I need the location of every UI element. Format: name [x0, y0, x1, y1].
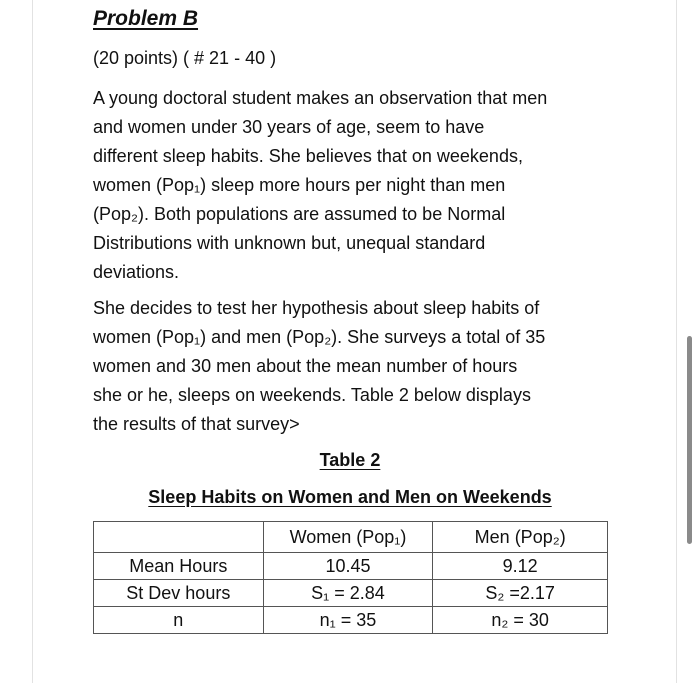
survey-paragraph [93, 294, 545, 439]
problem-points: (20 points) ( # 21 - 40 ) [93, 48, 277, 68]
row-label-n: n [94, 607, 264, 634]
cell-men-stdev: S₂ =2.17 [433, 580, 608, 607]
table-row [94, 580, 608, 607]
paragraph-line: she or he, sleeps on weekends. Table 2 below displays [93, 385, 531, 405]
paragraph-line: women and 30 men about the mean number of hours [93, 356, 518, 376]
paragraph-line: women (Pop₁) sleep more hours per night than men [93, 175, 506, 195]
table-caption: Sleep Habits on Women and Men on Weekends [148, 487, 552, 507]
table-header-row [94, 522, 608, 553]
header-cell-men: Men (Pop₂) [433, 522, 608, 553]
paragraph-line: the results of that survey> [93, 414, 300, 434]
cell-women-mean: 10.45 [263, 553, 433, 580]
intro-paragraph [93, 84, 547, 287]
paragraph-line: She decides to test her hypothesis about sleep habits of [93, 298, 540, 318]
page-left-edge [32, 0, 33, 683]
row-label-stdev: St Dev hours [94, 580, 264, 607]
sleep-habits-table [93, 521, 608, 634]
cell-women-n: n₁ = 35 [263, 607, 433, 634]
paragraph-line: (Pop₂). Both populations are assumed to be Normal [93, 204, 506, 224]
table-row [94, 607, 608, 634]
header-cell-empty [94, 522, 264, 553]
paragraph-line: A young doctoral student makes an observation that men [93, 88, 548, 108]
cell-men-n: n₂ = 30 [433, 607, 608, 634]
problem-title: Problem B [93, 7, 199, 30]
table-row [94, 553, 608, 580]
paragraph-line: and women under 30 years of age, seem to have [93, 117, 485, 137]
paragraph-line: women (Pop₁) and men (Pop₂). She surveys a total of 35 [93, 327, 546, 347]
cell-women-stdev: S₁ = 2.84 [263, 580, 433, 607]
paragraph-line: different sleep habits. She believes that on weekends, [93, 146, 523, 166]
row-label-mean: Mean Hours [94, 553, 264, 580]
cell-men-mean: 9.12 [433, 553, 608, 580]
page-right-edge [676, 0, 677, 683]
header-cell-women: Women (Pop₁) [263, 522, 433, 553]
paragraph-line: Distributions with unknown but, unequal standard [93, 233, 486, 253]
paragraph-line: deviations. [93, 262, 180, 282]
vertical-scrollbar[interactable] [687, 336, 692, 544]
table-label: Table 2 [319, 450, 381, 470]
